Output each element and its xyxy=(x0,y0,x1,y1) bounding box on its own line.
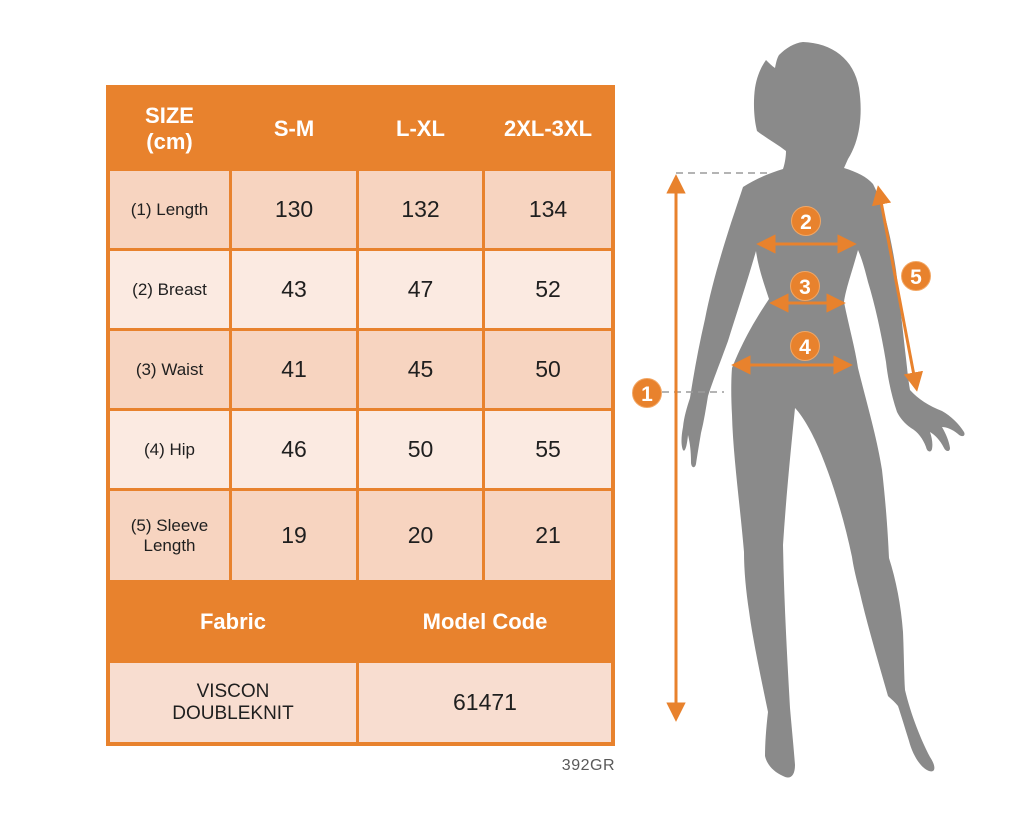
marker-4 xyxy=(791,332,820,361)
header-cell-sm: S-M xyxy=(232,89,356,168)
model-code-value: 61471 xyxy=(453,689,517,716)
marker-3 xyxy=(791,272,820,301)
marker-2-number: 2 xyxy=(800,211,812,234)
value-breast-2xl3xl: 52 xyxy=(485,251,611,328)
value-sleeve-2xl3xl: 21 xyxy=(485,491,611,580)
value-waist-lxl: 45 xyxy=(359,331,482,408)
header-cell-lxl: L-XL xyxy=(359,89,482,168)
size-title-line1: SIZE xyxy=(145,103,194,129)
marker-4-number: 4 xyxy=(799,336,811,359)
marker-3-number: 3 xyxy=(799,276,811,299)
header-cell-2xl3xl: 2XL-3XL xyxy=(485,89,611,168)
row-label-breast: (2) Breast xyxy=(110,251,229,328)
row-label-waist: (3) Waist xyxy=(110,331,229,408)
value-breast-sm: 43 xyxy=(232,251,356,328)
value-waist-2xl3xl: 50 xyxy=(485,331,611,408)
value-waist-sm: 41 xyxy=(232,331,356,408)
header-cell-fabric: Fabric xyxy=(110,583,356,660)
value-length-2xl3xl: 134 xyxy=(485,171,611,248)
value-sleeve-lxl: 20 xyxy=(359,491,482,580)
value-breast-lxl: 47 xyxy=(359,251,482,328)
row-label-length: (1) Length xyxy=(110,171,229,248)
marker-5-number: 5 xyxy=(910,266,922,289)
value-hip-sm: 46 xyxy=(232,411,356,488)
row-label-sleeve-length: (5) Sleeve Length xyxy=(110,491,229,580)
row-label-hip: (4) Hip xyxy=(110,411,229,488)
marker-5 xyxy=(902,262,931,291)
size-title-line2: (cm) xyxy=(146,128,193,154)
value-sleeve-sm: 19 xyxy=(232,491,356,580)
marker-1 xyxy=(633,379,662,408)
marker-1-number: 1 xyxy=(641,383,653,406)
value-length-lxl: 132 xyxy=(359,171,482,248)
header-cell-model-code: Model Code xyxy=(359,583,611,660)
value-length-sm: 130 xyxy=(232,171,356,248)
weight-footnote: 392GR xyxy=(561,757,615,774)
value-hip-lxl: 50 xyxy=(359,411,482,488)
marker-2 xyxy=(792,207,821,236)
value-hip-2xl3xl: 55 xyxy=(485,411,611,488)
fabric-value: VISCON DOUBLEKNIT xyxy=(172,680,294,724)
female-silhouette xyxy=(682,42,965,778)
